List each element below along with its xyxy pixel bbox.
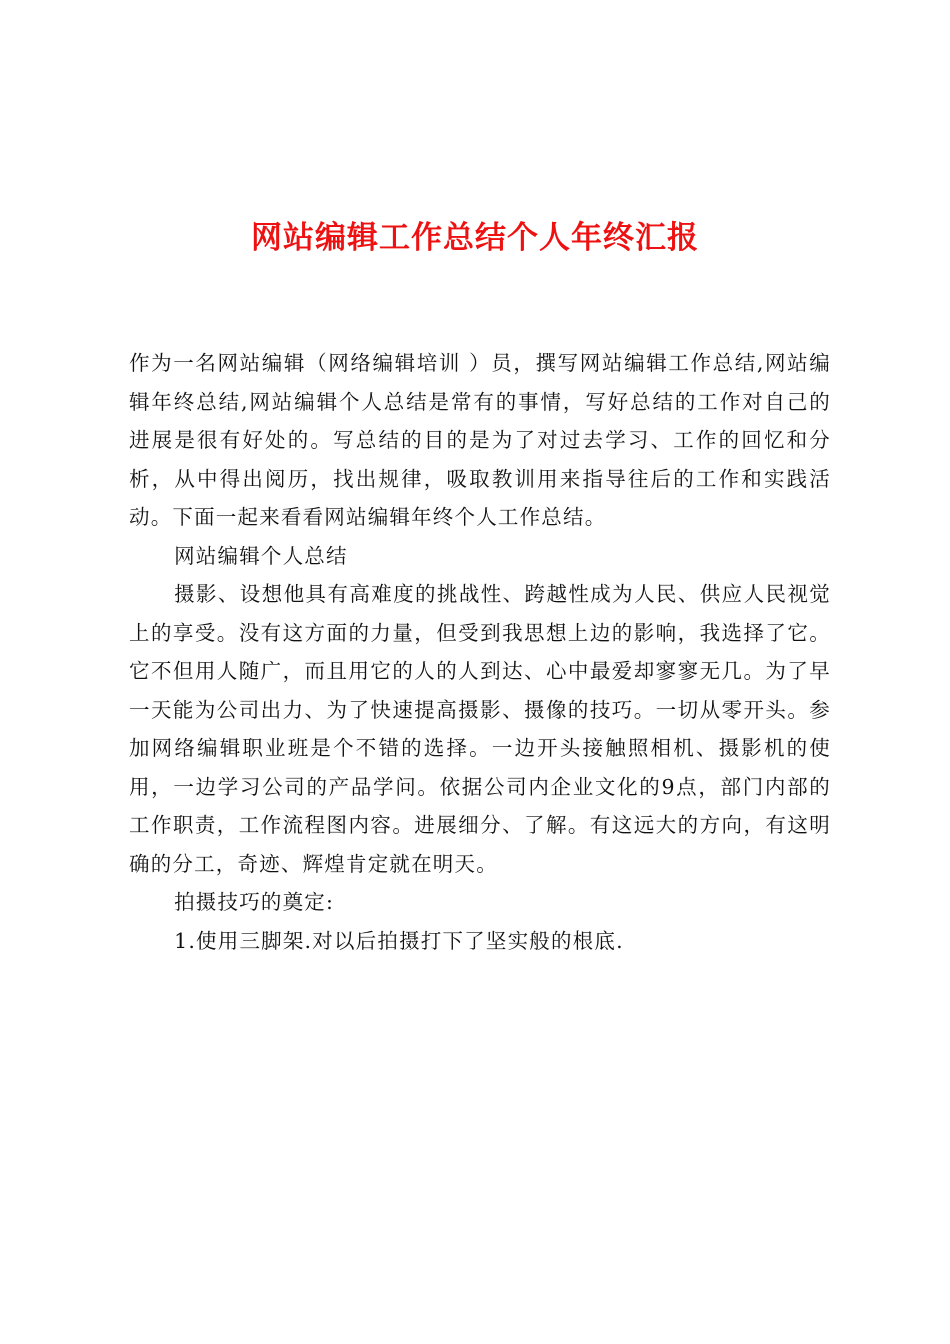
body-paragraph: 摄影、设想他具有高难度的挑战性、跨越性成为人民、供应人民视觉上的享受。没有这方面的力量，但受到我思想上边的影响，我选择了它。它不但用人随广，而且用它的人的人到达、心中最爱却寥寥无几。为了早一天能为公司出力、为了快速提高摄影、摄像的技巧。一切从零开头。参加网络编辑职业班是个不错的选择。一边开头接触照相机、摄影机的使用，一边学习公司的产品学问。依据公司内企业文化的9点，部门内部的工作职责，工作流程图内容。进展细分、了解。有这远大的方向，有这明确的分工，奇迹、辉煌肯定就在明天。 [129, 582, 831, 876]
section-heading: 网站编辑个人总结 [174, 543, 348, 568]
intro-paragraph: 作为一名网站编辑（网络编辑培训 ）员，撰写网站编辑工作总结,网站编辑年终总结,网站编辑个人总结是常有的事情，写好总结的工作对自己的进展是很有好处的。写总结的目的是为了对过去学习、工作的回忆和分析，从中得出阅历，找出规律，吸取教训用来指导往后的工作和实践活动。下面一起来看看网站编辑年终个人工作总结。 [129, 351, 831, 529]
document-title: 网站编辑工作总结个人年终汇报 [251, 220, 699, 256]
list-item: 1.使用三脚架.对以后拍摄打下了坚实般的根底. [174, 928, 624, 953]
subsection-heading: 拍摄技巧的奠定: [174, 890, 335, 914]
document-body [129, 344, 831, 960]
